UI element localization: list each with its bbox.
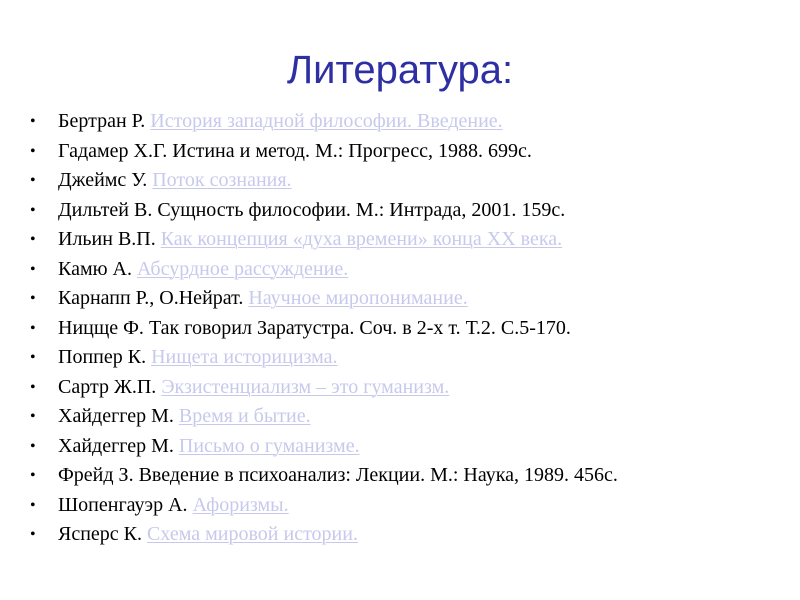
bullet-icon: • bbox=[30, 172, 36, 189]
reference-text: Так говорил Заратустра. Соч. в 2-х т. Т.2. С.5-170. bbox=[148, 316, 571, 339]
reference-author: Карнапп Р., О.Нейрат. bbox=[58, 287, 249, 309]
bullet-icon: • bbox=[30, 526, 36, 543]
bullet-icon: • bbox=[30, 496, 36, 514]
bullet-icon: • bbox=[30, 349, 36, 366]
reference-link[interactable]: Афоризмы. bbox=[192, 493, 289, 516]
reference-author: Бертран Р. bbox=[58, 110, 151, 132]
reference-link[interactable]: Время и бытие. bbox=[178, 405, 311, 427]
reference-author: Ясперс К. bbox=[58, 523, 148, 545]
reference-list bbox=[30, 107, 618, 550]
reference-item bbox=[30, 107, 618, 137]
bullet-icon: • bbox=[30, 378, 36, 396]
reference-link[interactable]: Нищета историцизма. bbox=[151, 346, 338, 368]
reference-text: Истина и метод. М.: Прогресс, 1988. 699с. bbox=[172, 139, 532, 162]
reference-item bbox=[30, 166, 618, 196]
reference-link[interactable]: Экзистенциализм – это гуманизм. bbox=[161, 375, 450, 398]
reference-item bbox=[30, 461, 618, 491]
reference-link[interactable]: Схема мировой истории. bbox=[147, 523, 358, 545]
slide-title: Литература: bbox=[286, 48, 514, 92]
reference-item bbox=[30, 343, 618, 373]
bullet-icon: • bbox=[30, 113, 36, 130]
bullet-icon: • bbox=[30, 437, 36, 455]
reference-link[interactable]: Поток сознания. bbox=[152, 169, 292, 191]
bullet-icon: • bbox=[30, 290, 36, 307]
reference-text: Сущность философии. М.: Интрада, 2001. 159с. bbox=[157, 198, 566, 221]
reference-author: Поппер К. bbox=[58, 346, 152, 368]
reference-author: Джеймс У. bbox=[58, 169, 153, 191]
bullet-icon: • bbox=[30, 260, 36, 278]
reference-item bbox=[30, 491, 618, 521]
reference-author: Хайдеггер М. bbox=[58, 434, 179, 457]
reference-item bbox=[30, 255, 618, 285]
reference-link[interactable]: История западной философии. Введение. bbox=[150, 110, 503, 132]
reference-item bbox=[30, 137, 618, 167]
reference-item bbox=[30, 196, 618, 226]
reference-link[interactable]: Как концепция «духа времени» конца XX века. bbox=[160, 228, 563, 250]
reference-item bbox=[30, 225, 618, 255]
reference-author: Гадамер Х.Г. bbox=[58, 139, 173, 162]
reference-item bbox=[30, 314, 618, 344]
bullet-icon: • bbox=[30, 408, 36, 425]
reference-item bbox=[30, 284, 618, 314]
reference-link[interactable]: Абсурдное рассуждение. bbox=[137, 257, 349, 280]
bullet-icon: • bbox=[30, 231, 36, 248]
reference-author: Сартр Ж.П. bbox=[58, 375, 162, 398]
reference-item bbox=[30, 373, 618, 403]
bullet-icon: • bbox=[30, 467, 36, 484]
reference-author: Фрейд З. bbox=[58, 464, 139, 486]
reference-item bbox=[30, 432, 618, 462]
reference-item bbox=[30, 520, 618, 550]
reference-text: Введение в психоанализ: Лекции. М.: Наука, 1989. 456с. bbox=[138, 464, 618, 486]
bullet-icon: • bbox=[30, 319, 36, 337]
reference-author: Шопенгауэр А. bbox=[58, 493, 193, 516]
reference-author: Ильин В.П. bbox=[58, 228, 161, 250]
bullet-icon: • bbox=[30, 142, 36, 160]
reference-item bbox=[30, 402, 618, 432]
reference-author: Ницще Ф. bbox=[58, 316, 149, 339]
reference-author: Камю А. bbox=[58, 257, 137, 280]
reference-link[interactable]: Письмо о гуманизме. bbox=[178, 434, 360, 457]
bullet-icon: • bbox=[30, 201, 36, 219]
reference-author: Дильтей В. bbox=[58, 198, 158, 221]
reference-link[interactable]: Научное миропонимание. bbox=[248, 287, 468, 309]
reference-author: Хайдеггер М. bbox=[58, 405, 179, 427]
